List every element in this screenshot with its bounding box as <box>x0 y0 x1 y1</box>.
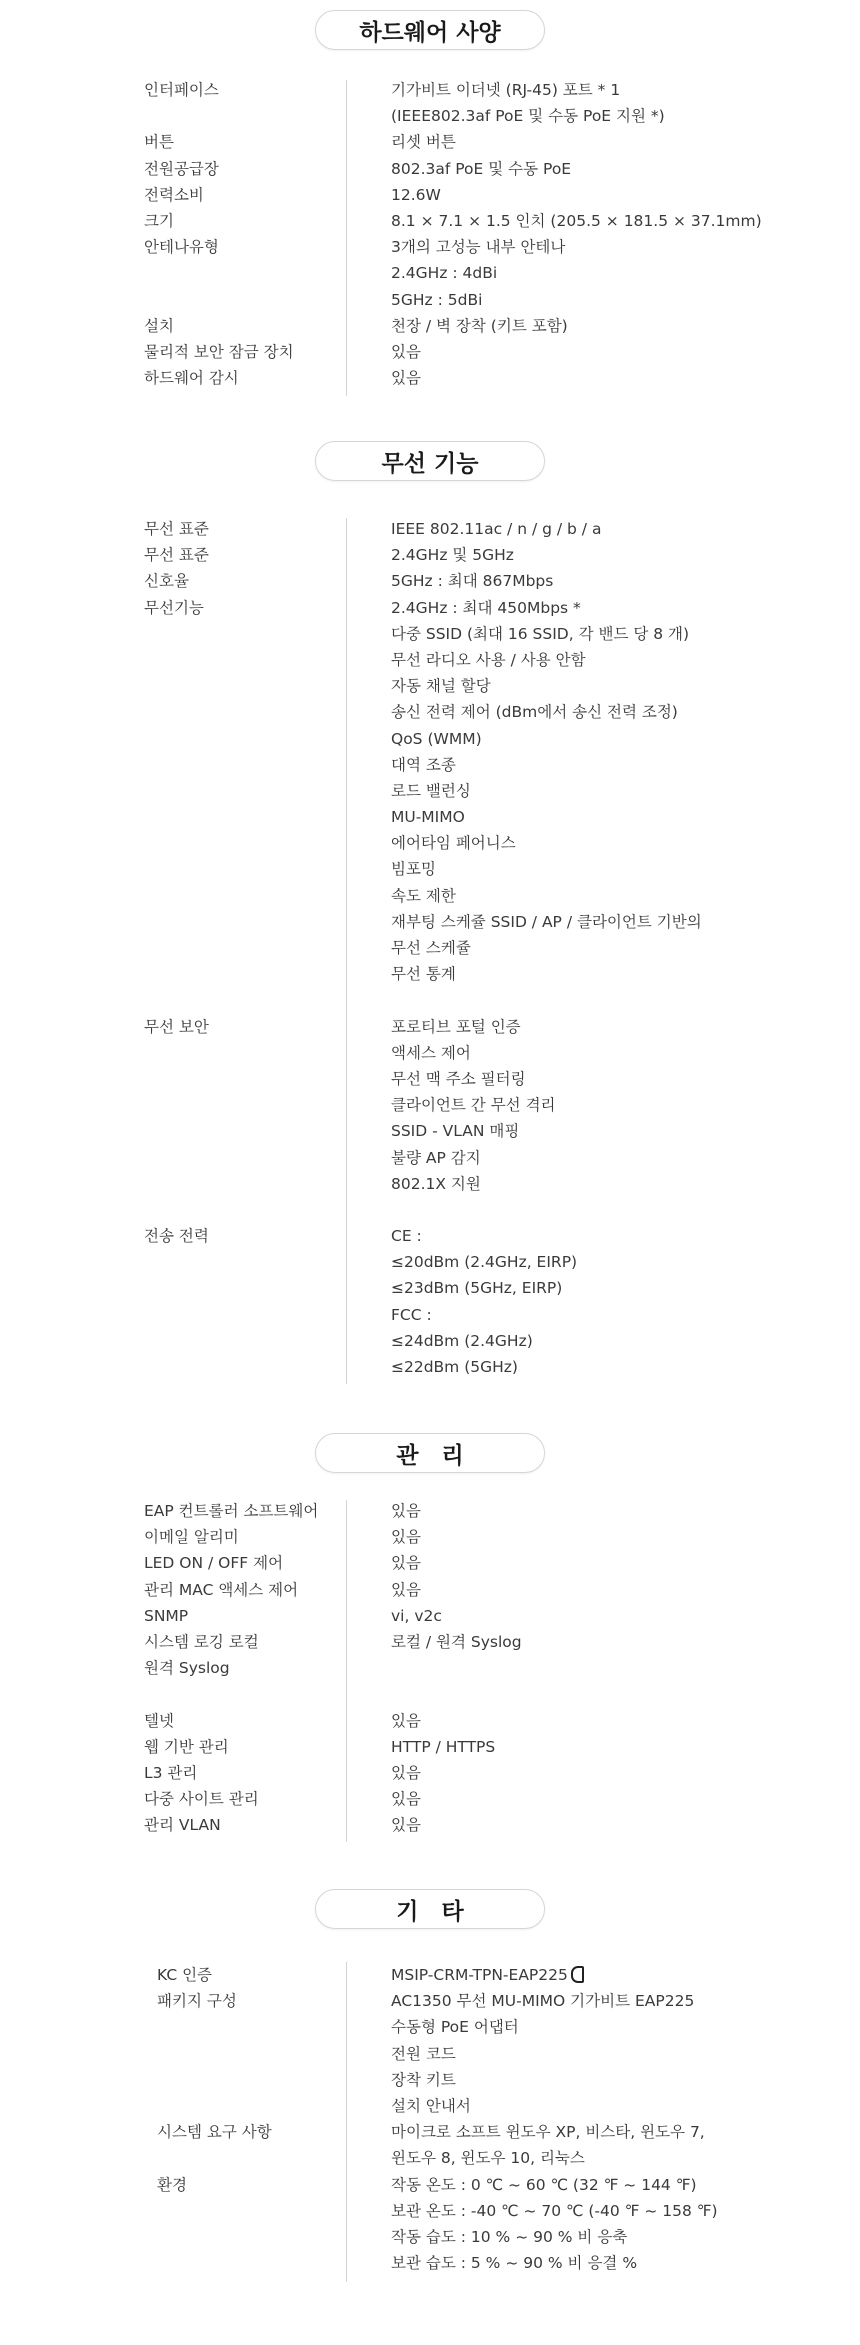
spec-row <box>0 726 860 752</box>
spec-row <box>0 1249 860 1275</box>
spec-label: L3 관리 <box>144 1763 198 1782</box>
spec-row <box>0 1145 860 1171</box>
spec-value <box>391 883 456 909</box>
spec-row <box>0 339 860 365</box>
spec-value <box>391 935 471 961</box>
spec-value-text: MSIP-CRM-TPN-EAP225 <box>391 1966 568 1984</box>
spec-label: KC 인증 <box>157 1966 213 1984</box>
spec-label: 전원공급장 <box>144 159 219 178</box>
spec-value <box>391 2172 697 2198</box>
spec-value-text: 있음 <box>391 1711 421 1730</box>
spec-label: 버튼 <box>144 133 174 152</box>
spec-value <box>391 208 762 234</box>
spec-row <box>0 542 860 568</box>
spec-value <box>391 365 421 391</box>
spec-value-text: 5GHz : 5dBi <box>391 290 483 309</box>
kc-certification-icon <box>571 1966 584 1983</box>
spec-value <box>391 961 456 987</box>
spec-value <box>391 2014 519 2040</box>
spec-value <box>391 339 421 365</box>
spec-row <box>0 1681 860 1707</box>
spec-value-text: 있음 <box>391 369 421 388</box>
spec-row <box>0 961 860 987</box>
spec-value <box>391 1708 421 1734</box>
spec-label: 무선 보안 <box>144 1017 209 1036</box>
spec-row <box>0 1655 860 1681</box>
spec-row <box>0 647 860 673</box>
spec-value-text: 무선 라디오 사용 / 사용 안함 <box>391 650 586 669</box>
spec-row <box>0 699 860 725</box>
spec-row <box>0 2250 860 2276</box>
spec-row <box>0 883 860 909</box>
spec-row <box>0 208 860 234</box>
spec-value <box>391 804 465 830</box>
spec-row <box>0 1629 860 1655</box>
spec-value-text: 보관 습도 : 5 % ~ 90 % 비 응결 % <box>391 2254 638 2273</box>
spec-value <box>391 1040 471 1066</box>
spec-value <box>391 699 678 725</box>
spec-value-text: 있음 <box>391 1763 421 1782</box>
spec-value-text: SSID - VLAN 매핑 <box>391 1122 520 1141</box>
spec-row <box>0 673 860 699</box>
spec-value-text: 재부팅 스케쥴 SSID / AP / 클라이언트 기반의 <box>391 912 702 931</box>
spec-row <box>0 2119 860 2145</box>
spec-value-text: 천장 / 벽 장착 (키트 포함) <box>391 316 568 335</box>
spec-value <box>391 542 514 568</box>
spec-value <box>391 2041 456 2067</box>
spec-row <box>0 1197 860 1223</box>
spec-row <box>0 182 860 208</box>
spec-row <box>0 2014 860 2040</box>
spec-value <box>391 2093 471 2119</box>
spec-row <box>0 804 860 830</box>
spec-value-text: vi, v2c <box>391 1606 442 1625</box>
spec-label: 크기 <box>144 211 174 230</box>
spec-value <box>391 1249 577 1275</box>
spec-value <box>391 1223 422 1249</box>
spec-value-text: 로드 밸런싱 <box>391 781 471 800</box>
spec-value <box>391 1145 481 1171</box>
spec-value-text: 자동 채널 할당 <box>391 677 491 696</box>
spec-value-text: 빔포밍 <box>391 860 436 879</box>
spec-row <box>0 909 860 935</box>
spec-value-text: AC1350 무선 MU-MIMO 기가비트 EAP225 <box>391 1992 695 2011</box>
spec-row <box>0 77 860 103</box>
spec-list <box>0 77 860 391</box>
spec-value <box>391 1786 421 1812</box>
spec-row <box>0 1066 860 1092</box>
spec-row <box>0 287 860 313</box>
spec-row <box>0 1550 860 1576</box>
spec-value <box>391 2119 705 2145</box>
spec-row <box>0 234 860 260</box>
spec-value-text: 있음 <box>391 1580 421 1599</box>
spec-label: 물리적 보안 잠금 장치 <box>144 342 294 361</box>
spec-row <box>0 987 860 1013</box>
spec-row <box>0 1014 860 1040</box>
spec-label: 시스템 요구 사항 <box>157 2123 272 2142</box>
spec-value-text: 불량 AP 감지 <box>391 1148 481 1167</box>
spec-row <box>0 1603 860 1629</box>
spec-value <box>391 1577 421 1603</box>
spec-value-text: ≤20dBm (2.4GHz, EIRP) <box>391 1253 578 1272</box>
spec-value-text: 무선 통계 <box>391 965 456 984</box>
spec-value <box>391 1812 421 1838</box>
spec-row <box>0 752 860 778</box>
spec-label: 전력소비 <box>144 185 204 204</box>
spec-value-text: (IEEE802.3af PoE 및 수동 PoE 지원 *) <box>391 107 665 126</box>
spec-row <box>0 1118 860 1144</box>
spec-label: 환경 <box>157 2175 187 2194</box>
spec-value <box>391 1066 526 1092</box>
spec-row <box>0 1092 860 1118</box>
spec-value <box>391 234 565 260</box>
spec-label: 무선기능 <box>144 598 204 617</box>
spec-row <box>0 856 860 882</box>
spec-value <box>391 909 702 935</box>
spec-row <box>0 1577 860 1603</box>
section-title: 무선 기능 <box>315 441 545 481</box>
spec-value-text: 2.4GHz 및 5GHz <box>391 546 514 565</box>
spec-value-text: 있음 <box>391 1502 421 1520</box>
spec-value-text: 속도 제한 <box>391 886 456 905</box>
spec-value <box>391 1014 521 1040</box>
spec-row <box>0 516 860 542</box>
spec-value-text: CE : <box>391 1227 422 1246</box>
spec-value <box>391 182 441 208</box>
spec-value <box>391 2145 585 2171</box>
spec-value-text: 기가비트 이더넷 (RJ-45) 포트 * 1 <box>391 81 621 99</box>
spec-row <box>0 1328 860 1354</box>
spec-value-text: 2.4GHz : 4dBi <box>391 264 498 283</box>
spec-value-text: 장착 키트 <box>391 2070 456 2089</box>
spec-row <box>0 2224 860 2250</box>
spec-value <box>391 260 497 286</box>
spec-value <box>391 156 571 182</box>
spec-label: 설치 <box>144 316 174 335</box>
spec-value-text: ≤23dBm (5GHz, EIRP) <box>391 1279 563 1298</box>
spec-label: 웹 기반 관리 <box>144 1737 229 1756</box>
spec-value-text: 5GHz : 최대 867Mbps <box>391 572 554 591</box>
spec-value <box>391 1760 421 1786</box>
spec-value-text: 있음 <box>391 1816 421 1835</box>
spec-row <box>0 103 860 129</box>
spec-row <box>0 2041 860 2067</box>
spec-value-text: 로컬 / 원격 Syslog <box>391 1632 522 1651</box>
spec-value <box>391 568 553 594</box>
spec-label: 패키지 구성 <box>157 1992 237 2011</box>
spec-row <box>0 313 860 339</box>
spec-row <box>0 1498 860 1524</box>
spec-value <box>391 1275 562 1301</box>
spec-row <box>0 1962 860 1988</box>
spec-value-text: 액세스 제어 <box>391 1043 471 1062</box>
spec-row <box>0 260 860 286</box>
spec-value <box>391 1092 556 1118</box>
spec-value-text: 있음 <box>391 1790 421 1809</box>
spec-row <box>0 1524 860 1550</box>
spec-value <box>391 726 482 752</box>
spec-row <box>0 2067 860 2093</box>
spec-row <box>0 621 860 647</box>
spec-value <box>391 1962 584 1988</box>
spec-value-text: ≤22dBm (5GHz) <box>391 1358 518 1376</box>
spec-value-text: 8.1 × 7.1 × 1.5 인치 (205.5 × 181.5 × 37.1mm) <box>391 211 762 230</box>
spec-value-text: 12.6W <box>391 185 441 204</box>
spec-value-text: 대역 조종 <box>391 755 456 774</box>
spec-label: 원격 Syslog <box>144 1659 230 1678</box>
spec-value <box>391 129 456 155</box>
spec-value-text: 있음 <box>391 1554 421 1573</box>
spec-label: 다중 사이트 관리 <box>144 1790 259 1809</box>
spec-label: 인터페이스 <box>144 81 219 99</box>
spec-row <box>0 2093 860 2119</box>
spec-value <box>391 1629 522 1655</box>
spec-value-text: 수동형 PoE 어댑터 <box>391 2018 519 2037</box>
spec-row <box>0 1734 860 1760</box>
spec-row <box>0 1302 860 1328</box>
spec-value-text: HTTP / HTTPS <box>391 1737 496 1756</box>
spec-value <box>391 621 689 647</box>
spec-label: 안테나유형 <box>144 238 219 257</box>
spec-list <box>0 1498 860 1838</box>
spec-value <box>391 1498 421 1524</box>
spec-row <box>0 1040 860 1066</box>
section-title: 기 타 <box>315 1889 545 1929</box>
spec-value-text: MU-MIMO <box>391 808 465 827</box>
spec-row <box>0 595 860 621</box>
spec-value-text: 802.3af PoE 및 수동 PoE <box>391 159 572 178</box>
spec-value-text: 포로티브 포털 인증 <box>391 1017 521 1036</box>
spec-value <box>391 287 482 313</box>
spec-label: 무선 표준 <box>144 520 209 538</box>
spec-value-text: 있음 <box>391 1528 421 1547</box>
spec-value-text: 전원 코드 <box>391 2044 456 2063</box>
spec-value-text: 클라이언트 간 무선 격리 <box>391 1096 556 1115</box>
spec-row <box>0 1786 860 1812</box>
spec-value <box>391 1171 481 1197</box>
spec-row <box>0 129 860 155</box>
spec-label: LED ON / OFF 제어 <box>144 1554 284 1573</box>
spec-value <box>391 1302 432 1328</box>
spec-value-text: 802.1X 지원 <box>391 1174 481 1193</box>
spec-label: 하드웨어 감시 <box>144 369 239 388</box>
spec-value <box>391 1734 495 1760</box>
spec-value <box>391 830 516 856</box>
spec-label: 관리 MAC 액세스 제어 <box>144 1580 299 1599</box>
spec-row <box>0 1354 860 1380</box>
spec-row <box>0 1812 860 1838</box>
spec-label: 텔넷 <box>144 1711 174 1730</box>
spec-value <box>391 647 586 673</box>
spec-row <box>0 935 860 961</box>
spec-value-text: 리셋 버튼 <box>391 133 456 152</box>
spec-value-text: 3개의 고성능 내부 안테나 <box>391 238 566 257</box>
spec-label: 이메일 알리미 <box>144 1528 239 1547</box>
spec-value <box>391 856 436 882</box>
spec-row <box>0 1760 860 1786</box>
section-title: 관 리 <box>315 1433 545 1473</box>
spec-list <box>0 1962 860 2276</box>
spec-row <box>0 830 860 856</box>
spec-value <box>391 1550 421 1576</box>
spec-label: 시스템 로깅 로컬 <box>144 1632 259 1651</box>
spec-value <box>391 752 456 778</box>
spec-value-text: 작동 온도 : 0 ℃ ~ 60 ℃ (32 ℉ ~ 144 ℉) <box>391 2175 697 2194</box>
spec-row <box>0 1171 860 1197</box>
spec-row <box>0 2172 860 2198</box>
spec-value <box>391 2067 456 2093</box>
spec-value-text: 보관 온도 : -40 ℃ ~ 70 ℃ (-40 ℉ ~ 158 ℉) <box>391 2201 718 2220</box>
spec-value <box>391 1988 694 2014</box>
spec-row <box>0 1988 860 2014</box>
spec-label: SNMP <box>144 1606 189 1625</box>
spec-value <box>391 1524 421 1550</box>
spec-value <box>391 2250 637 2276</box>
spec-list <box>0 516 860 1380</box>
spec-row <box>0 2145 860 2171</box>
spec-label: EAP 컨트롤러 소프트웨어 <box>144 1502 319 1520</box>
spec-value <box>391 313 568 339</box>
spec-value-text: ≤24dBm (2.4GHz) <box>391 1331 533 1350</box>
spec-value-text: 작동 습도 : 10 % ~ 90 % 비 응축 <box>391 2227 628 2246</box>
spec-value <box>391 1118 519 1144</box>
spec-value-text: 무선 스케쥴 <box>391 939 471 957</box>
spec-row <box>0 778 860 804</box>
spec-row <box>0 365 860 391</box>
spec-value-text: QoS (WMM) <box>391 729 482 748</box>
spec-row <box>0 1275 860 1301</box>
spec-value <box>391 516 601 542</box>
spec-value <box>391 1603 442 1629</box>
spec-value <box>391 103 665 129</box>
spec-value <box>391 778 471 804</box>
spec-value <box>391 2198 718 2224</box>
spec-value <box>391 2224 627 2250</box>
spec-value-text: 설치 안내서 <box>391 2096 471 2115</box>
spec-row <box>0 1223 860 1249</box>
spec-row <box>0 1708 860 1734</box>
spec-row <box>0 2198 860 2224</box>
spec-value-text: 다중 SSID (최대 16 SSID, 각 밴드 당 8 개) <box>391 624 690 643</box>
spec-value-text: 무선 맥 주소 필터링 <box>391 1069 526 1088</box>
spec-row <box>0 568 860 594</box>
spec-value-text: 2.4GHz : 최대 450Mbps * <box>391 598 581 617</box>
spec-value <box>391 1354 518 1380</box>
section-title: 하드웨어 사양 <box>315 10 545 50</box>
spec-label: 관리 VLAN <box>144 1816 221 1835</box>
spec-value <box>391 673 491 699</box>
spec-value-text: 송신 전력 제어 (dBm에서 송신 전력 조정) <box>391 703 678 722</box>
spec-label: 전송 전력 <box>144 1227 209 1246</box>
spec-value <box>391 595 581 621</box>
spec-value <box>391 77 620 103</box>
spec-row <box>0 156 860 182</box>
spec-value-text: IEEE 802.11ac / n / g / b / a <box>391 520 602 538</box>
spec-label: 신호율 <box>144 572 189 591</box>
spec-value-text: 윈도우 8, 윈도우 10, 리눅스 <box>391 2149 585 2168</box>
spec-value-text: 마이크로 소프트 윈도우 XP, 비스타, 윈도우 7, <box>391 2123 705 2142</box>
spec-value <box>391 1328 533 1354</box>
spec-value-text: 에어타임 페어니스 <box>391 834 516 853</box>
spec-label: 무선 표준 <box>144 546 209 565</box>
spec-value-text: FCC : <box>391 1305 432 1324</box>
spec-value-text: 있음 <box>391 342 421 361</box>
